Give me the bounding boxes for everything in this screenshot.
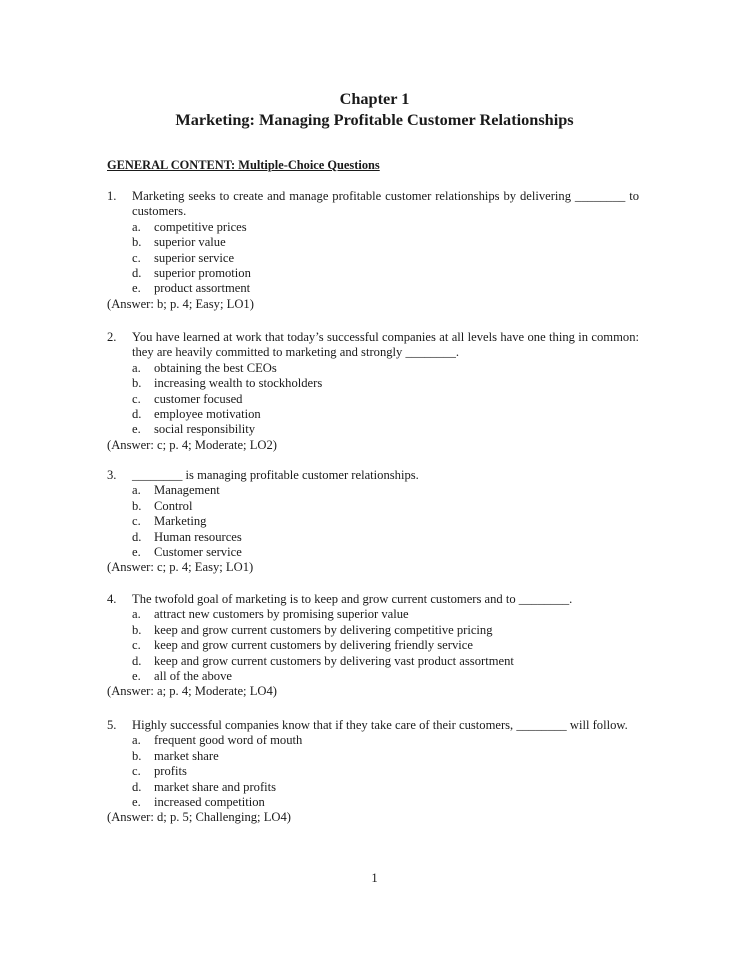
- option-text: Customer service: [154, 545, 242, 560]
- option-text: keep and grow current customers by delivering friendly service: [154, 638, 473, 653]
- page-number: 1: [371, 871, 378, 885]
- question-4: [107, 592, 639, 700]
- option-text: profits: [154, 764, 187, 779]
- option-text: Human resources: [154, 529, 242, 544]
- section-heading: GENERAL CONTENT: Multiple-Choice Questions: [107, 158, 380, 172]
- option-letter: e.: [132, 795, 141, 810]
- option-letter: c.: [132, 250, 141, 265]
- option-d: [107, 266, 639, 281]
- option-letter: d.: [132, 653, 142, 668]
- option-letter: a.: [132, 219, 141, 234]
- option-text: market share: [154, 748, 219, 763]
- option-text: customer focused: [154, 391, 243, 406]
- option-letter: e.: [132, 281, 141, 296]
- option-d: [107, 407, 639, 422]
- option-letter: d.: [132, 529, 142, 544]
- answer-key: (Answer: c; p. 4; Easy; LO1): [107, 560, 254, 575]
- question-stem: [107, 330, 639, 361]
- option-text: increasing wealth to stockholders: [154, 376, 323, 391]
- option-e: [107, 545, 639, 560]
- option-letter: a.: [132, 360, 141, 375]
- chapter-heading: Chapter 1: [339, 89, 410, 108]
- option-text: competitive prices: [154, 219, 247, 234]
- option-letter: c.: [132, 638, 141, 653]
- option-text: all of the above: [154, 669, 232, 684]
- option-text: market share and profits: [154, 779, 277, 794]
- option-text: frequent good word of mouth: [154, 733, 303, 748]
- option-d: [107, 780, 639, 795]
- option-text: Management: [154, 483, 220, 498]
- option-text: product assortment: [154, 281, 251, 296]
- question-stem: [107, 718, 639, 733]
- question-stem: [107, 592, 639, 607]
- answer-key: (Answer: b; p. 4; Easy; LO1): [107, 296, 254, 311]
- question-number: 5.: [107, 718, 117, 732]
- option-letter: d.: [132, 266, 142, 281]
- option-b: [107, 623, 639, 638]
- option-letter: e.: [132, 545, 141, 560]
- option-letter: b.: [132, 235, 142, 250]
- option-c: [107, 638, 639, 653]
- option-c: [107, 764, 639, 779]
- option-letter: c.: [132, 514, 141, 529]
- question-text: You have learned at work that today’s successful companies at all levels have one thing in common: they are heavily committed to marketing and strongly ________.: [132, 330, 639, 360]
- answer-key: (Answer: a; p. 4; Moderate; LO4): [107, 684, 277, 699]
- question-number: 2.: [107, 330, 117, 344]
- option-text: employee motivation: [154, 407, 261, 422]
- question-5: [107, 718, 639, 826]
- option-e: [107, 422, 639, 437]
- question-text: Marketing seeks to create and manage profitable customer relationships by delivering ________ to customers.: [132, 189, 639, 219]
- option-c: [107, 514, 639, 529]
- question-stem: [107, 189, 639, 220]
- option-text: social responsibility: [154, 422, 256, 437]
- option-text: superior promotion: [154, 266, 251, 281]
- option-letter: e.: [132, 422, 141, 437]
- option-text: obtaining the best CEOs: [154, 360, 277, 375]
- option-text: keep and grow current customers by delivering competitive pricing: [154, 622, 493, 637]
- option-c: [107, 251, 639, 266]
- chapter-title: Marketing: Managing Profitable Customer Relationships: [175, 110, 574, 129]
- option-letter: a.: [132, 733, 141, 748]
- option-b: [107, 235, 639, 250]
- option-letter: b.: [132, 622, 142, 637]
- option-a: [107, 220, 639, 235]
- question-2: [107, 330, 639, 453]
- question-number: 1.: [107, 189, 117, 203]
- option-text: Marketing: [154, 514, 207, 529]
- option-d: [107, 654, 639, 669]
- option-letter: d.: [132, 407, 142, 422]
- answer-key: (Answer: d; p. 5; Challenging; LO4): [107, 810, 291, 825]
- option-text: increased competition: [154, 795, 265, 810]
- option-e: [107, 281, 639, 296]
- question-stem: [107, 468, 639, 483]
- option-letter: a.: [132, 607, 141, 622]
- option-text: superior value: [154, 235, 226, 250]
- option-e: [107, 669, 639, 684]
- option-letter: c.: [132, 764, 141, 779]
- question-3: [107, 468, 639, 576]
- option-letter: b.: [132, 748, 142, 763]
- option-letter: b.: [132, 498, 142, 513]
- option-letter: a.: [132, 483, 141, 498]
- option-d: [107, 530, 639, 545]
- option-text: attract new customers by promising superior value: [154, 607, 409, 622]
- option-b: [107, 376, 639, 391]
- option-c: [107, 392, 639, 407]
- option-a: [107, 361, 639, 376]
- option-text: superior service: [154, 250, 235, 265]
- question-text: The twofold goal of marketing is to keep and grow current customers and to ________.: [132, 592, 573, 606]
- question-number: 4.: [107, 592, 117, 606]
- question-text: Highly successful companies know that if they take care of their customers, ________ will follow.: [132, 718, 628, 732]
- option-a: [107, 733, 639, 748]
- option-letter: b.: [132, 376, 142, 391]
- option-letter: d.: [132, 779, 142, 794]
- answer-key: (Answer: c; p. 4; Moderate; LO2): [107, 437, 277, 452]
- option-text: keep and grow current customers by delivering vast product assortment: [154, 653, 514, 668]
- question-1: [107, 189, 639, 312]
- question-number: 3.: [107, 468, 117, 482]
- option-a: [107, 483, 639, 498]
- question-text: ________ is managing profitable customer relationships.: [132, 468, 419, 482]
- option-a: [107, 607, 639, 622]
- option-letter: e.: [132, 669, 141, 684]
- option-e: [107, 795, 639, 810]
- option-text: Control: [154, 498, 193, 513]
- option-b: [107, 749, 639, 764]
- option-b: [107, 499, 639, 514]
- option-letter: c.: [132, 391, 141, 406]
